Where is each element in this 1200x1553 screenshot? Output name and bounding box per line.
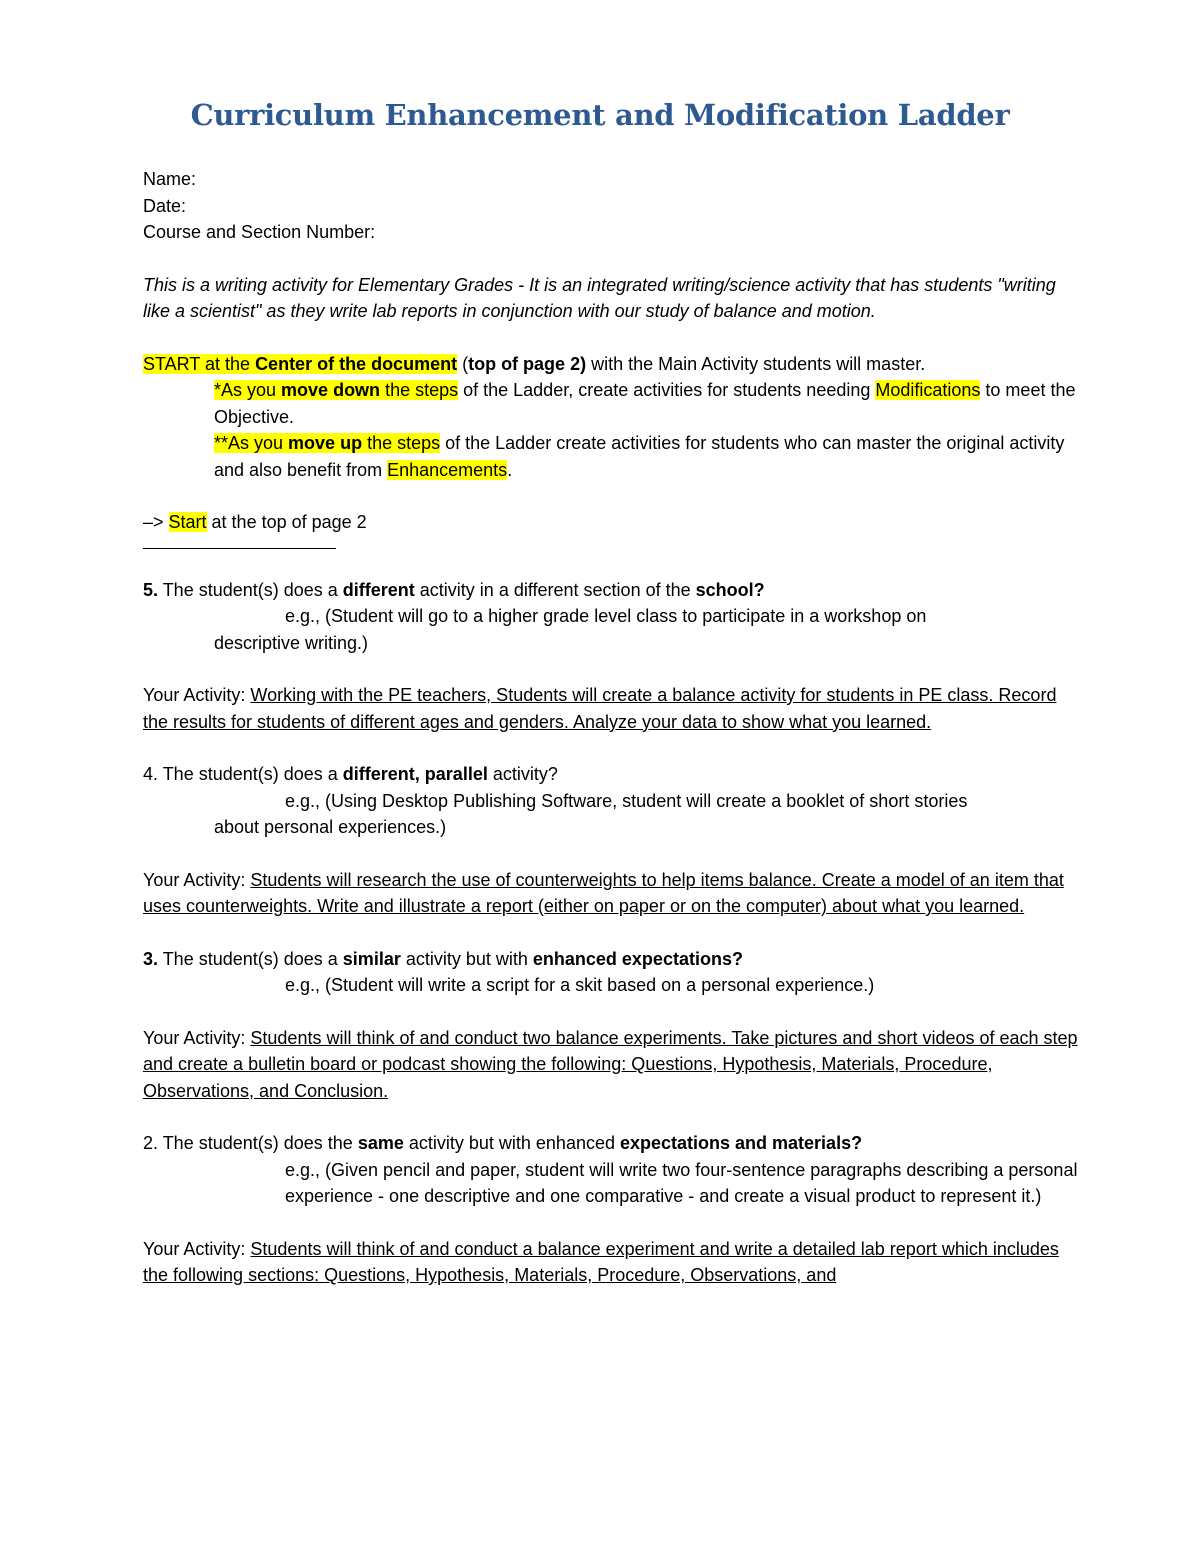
start-arrow-highlight: Start	[168, 512, 207, 532]
center-of-document-highlight: Center of the document	[255, 353, 458, 374]
question-text: The student(s) does a	[158, 948, 343, 969]
intro-paragraph: This is a writing activity for Elementary Grades - It is an integrated writing/science activity that has students "writing like a scientist" as they write lab reports in conjunction with our study of balance and motion.	[143, 274, 1056, 321]
example-text: e.g., (Student will go to a higher grade level class to participate in a workshop on	[285, 606, 927, 626]
activity-label: Your Activity:	[143, 685, 246, 705]
enhancements-highlight: Enhancements	[387, 459, 508, 480]
move-up-hl-3: the steps	[362, 433, 441, 453]
activity-label: Your Activity:	[143, 1027, 246, 1048]
move-down-hl-3: the steps	[380, 380, 459, 400]
ladder-step-question	[143, 577, 1083, 604]
your-activity	[143, 1236, 1083, 1289]
move-down-hl-2: move down	[281, 380, 381, 400]
move-down-instruction	[143, 377, 1083, 430]
example-text: e.g., (Given pencil and paper, student will write two four-sentence paragraphs describing a personal experience - one descriptive and one comparative - and create a visual product to represent it.)	[285, 1159, 1078, 1206]
question-bold: school?	[695, 579, 765, 600]
start-arrow-line	[143, 509, 1083, 536]
your-activity	[143, 1025, 1083, 1105]
step-number: 3.	[143, 948, 159, 969]
question-bold: similar	[342, 948, 401, 969]
document-body	[143, 166, 1083, 1289]
example-continued: about personal experiences.)	[214, 817, 447, 837]
name-field-label: Name:	[143, 169, 197, 189]
activity-text: Working with the PE teachers, Students will create a balance activity for students in PE class. Record the results for students of different ages and genders. Analyze your data to show what you learned.	[143, 685, 1057, 732]
start-text-2: top of page 2)	[468, 353, 587, 374]
course-field-label: Course and Section Number:	[143, 222, 376, 242]
question-text: activity but with enhanced	[403, 1133, 620, 1153]
ladder-step-question	[143, 946, 1083, 973]
your-activity	[143, 682, 1083, 735]
question-text: The student(s) does the	[158, 1133, 358, 1153]
date-field-label: Date:	[143, 195, 187, 216]
question-bold: expectations and materials?	[619, 1133, 863, 1153]
move-down-hl-1: *As you	[214, 380, 282, 400]
move-up-instruction	[143, 430, 1083, 483]
activity-text: Students will think of and conduct two balance experiments. Take pictures and short videos of each step and create a bulletin board or podcast showing the following: Questions, Hypothesis, Materials, Procedure, Observations, and Conclusion.	[143, 1027, 1078, 1101]
activity-label: Your Activity:	[143, 869, 246, 890]
move-up-hl-2: move up	[288, 433, 363, 453]
activity-text: Students will research the use of counterweights to help items balance. Create a model of an item that uses counterweights. Write and illustrate a report (either on paper or on the computer) about what you learned.	[143, 869, 1064, 916]
question-text: activity in a different section of the	[414, 579, 696, 600]
move-up-hl-1: **As you	[214, 433, 289, 453]
start-highlight: START at the	[143, 353, 256, 374]
question-bold: enhanced expectations?	[532, 948, 743, 969]
example-text: e.g., (Student will write a script for a skit based on a personal experience.)	[285, 975, 875, 995]
start-instruction	[143, 351, 1083, 378]
step-number: 5.	[143, 579, 159, 600]
step-number: 2.	[143, 1133, 159, 1153]
activity-label: Your Activity:	[143, 1238, 246, 1259]
horizontal-divider	[143, 548, 336, 549]
question-text: activity?	[487, 764, 558, 784]
example-continued: descriptive writing.)	[214, 632, 369, 653]
step-number: 4.	[143, 764, 159, 784]
question-text: The student(s) does a	[158, 764, 343, 784]
start-arrow-text: at the top of page 2	[206, 512, 367, 532]
start-text-1: (	[457, 353, 469, 374]
ladder-step-question	[143, 761, 1083, 788]
question-text: activity but with	[400, 948, 533, 969]
move-up-text-2: .	[507, 459, 513, 480]
move-down-text-1: of the Ladder, create activities for students needing	[458, 380, 876, 400]
example-text: e.g., (Using Desktop Publishing Software, student will create a booklet of short stories	[285, 790, 968, 811]
question-bold: same	[357, 1133, 404, 1153]
question-bold: different, parallel	[342, 764, 488, 784]
question-text: The student(s) does a	[158, 579, 343, 600]
start-text-3: with the Main Activity students will master.	[586, 353, 926, 374]
page-title: Curriculum Enhancement and Modification Ladder	[190, 98, 1010, 132]
your-activity	[143, 867, 1083, 920]
move-down-text-2: to meet the Objective.	[214, 380, 1076, 427]
activity-text: Students will think of and conduct a balance experiment and write a detailed lab report which includes the following sections: Questions, Hypothesis, Materials, Procedure, Observations, and	[143, 1238, 1059, 1285]
modifications-highlight: Modifications	[875, 380, 981, 400]
question-bold: different	[342, 579, 415, 600]
ladder-step-question	[143, 1130, 1083, 1157]
move-up-text-1: of the Ladder create activities for students who can master the original activity and also benefit from	[214, 433, 1065, 480]
arrow-glyph: –>	[143, 512, 169, 532]
